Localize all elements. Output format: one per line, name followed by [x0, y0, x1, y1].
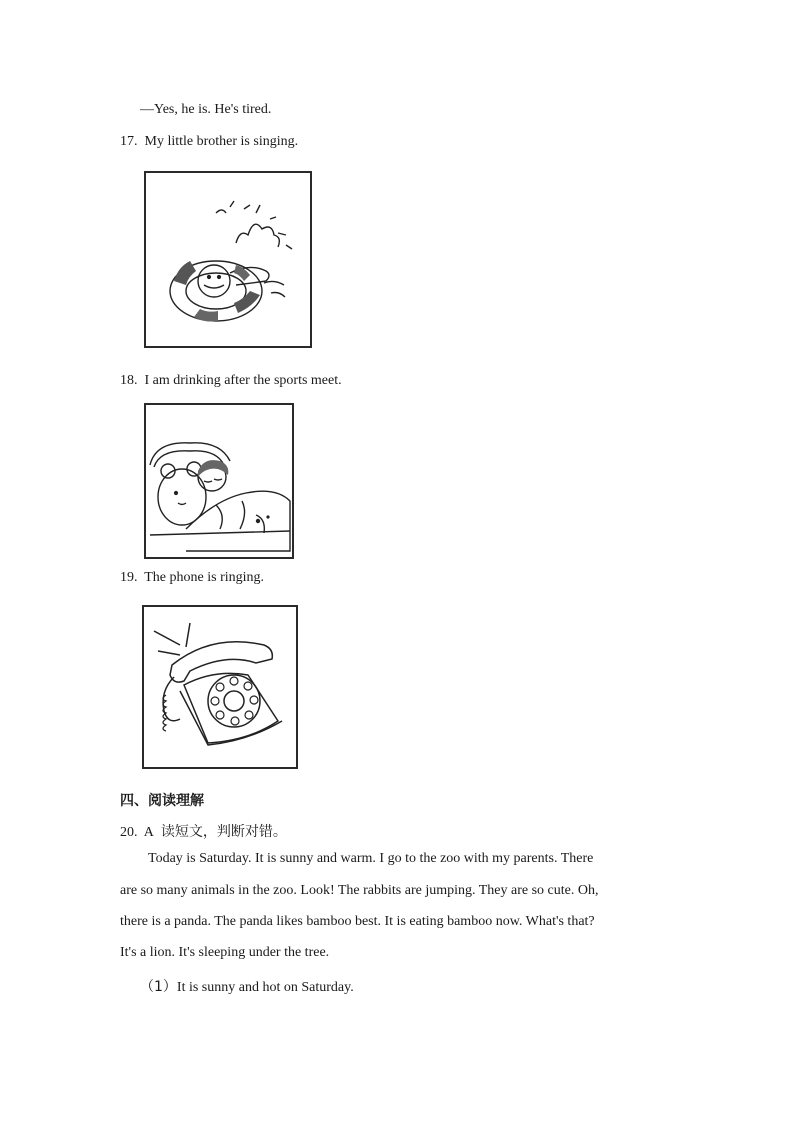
question-20-instruction: 读短文，判断对错。: [160, 824, 287, 840]
picture-swimming-child: [144, 171, 312, 348]
question-19: [120, 570, 264, 586]
passage-line-4: It's a lion. It's sleeping under the tree.: [120, 945, 330, 960]
sub-question-1-text: It is sunny and hot on Saturday.: [176, 980, 354, 995]
question-17-text: My little brother is singing.: [144, 134, 299, 149]
passage-line-1: Today is Saturday. It is sunny and warm. I go to the zoo with my parents. There: [148, 851, 594, 866]
question-17: [120, 134, 298, 150]
picture-sleeping-child: [144, 403, 294, 559]
passage-line-3: there is a panda. The panda likes bamboo best. It is eating bamboo now. What's that?: [120, 914, 595, 929]
section-title: 四、阅读理解: [120, 793, 204, 809]
picture-telephone: [142, 605, 298, 769]
question-18-number: 18.: [120, 373, 138, 388]
question-20-number: 20.: [120, 825, 138, 840]
question-20: [120, 821, 287, 841]
swimming-child-drawing: [146, 173, 310, 346]
question-18: [120, 373, 342, 389]
question-19-text: The phone is ringing.: [144, 570, 265, 585]
sub-question-1: [140, 976, 354, 996]
sub-question-1-number: （1）: [140, 979, 177, 995]
question-17-number: 17.: [120, 134, 138, 149]
question-18-text: I am drinking after the sports meet.: [144, 373, 342, 388]
sleeping-child-drawing: [146, 405, 292, 557]
passage-line-2: are so many animals in the zoo. Look! The rabbits are jumping. They are so cute. Oh,: [120, 883, 599, 898]
question-20-letter: A: [143, 825, 154, 840]
answer-line: —Yes, he is. He's tired.: [140, 102, 272, 117]
telephone-drawing: [144, 607, 296, 767]
question-19-number: 19.: [120, 570, 138, 585]
